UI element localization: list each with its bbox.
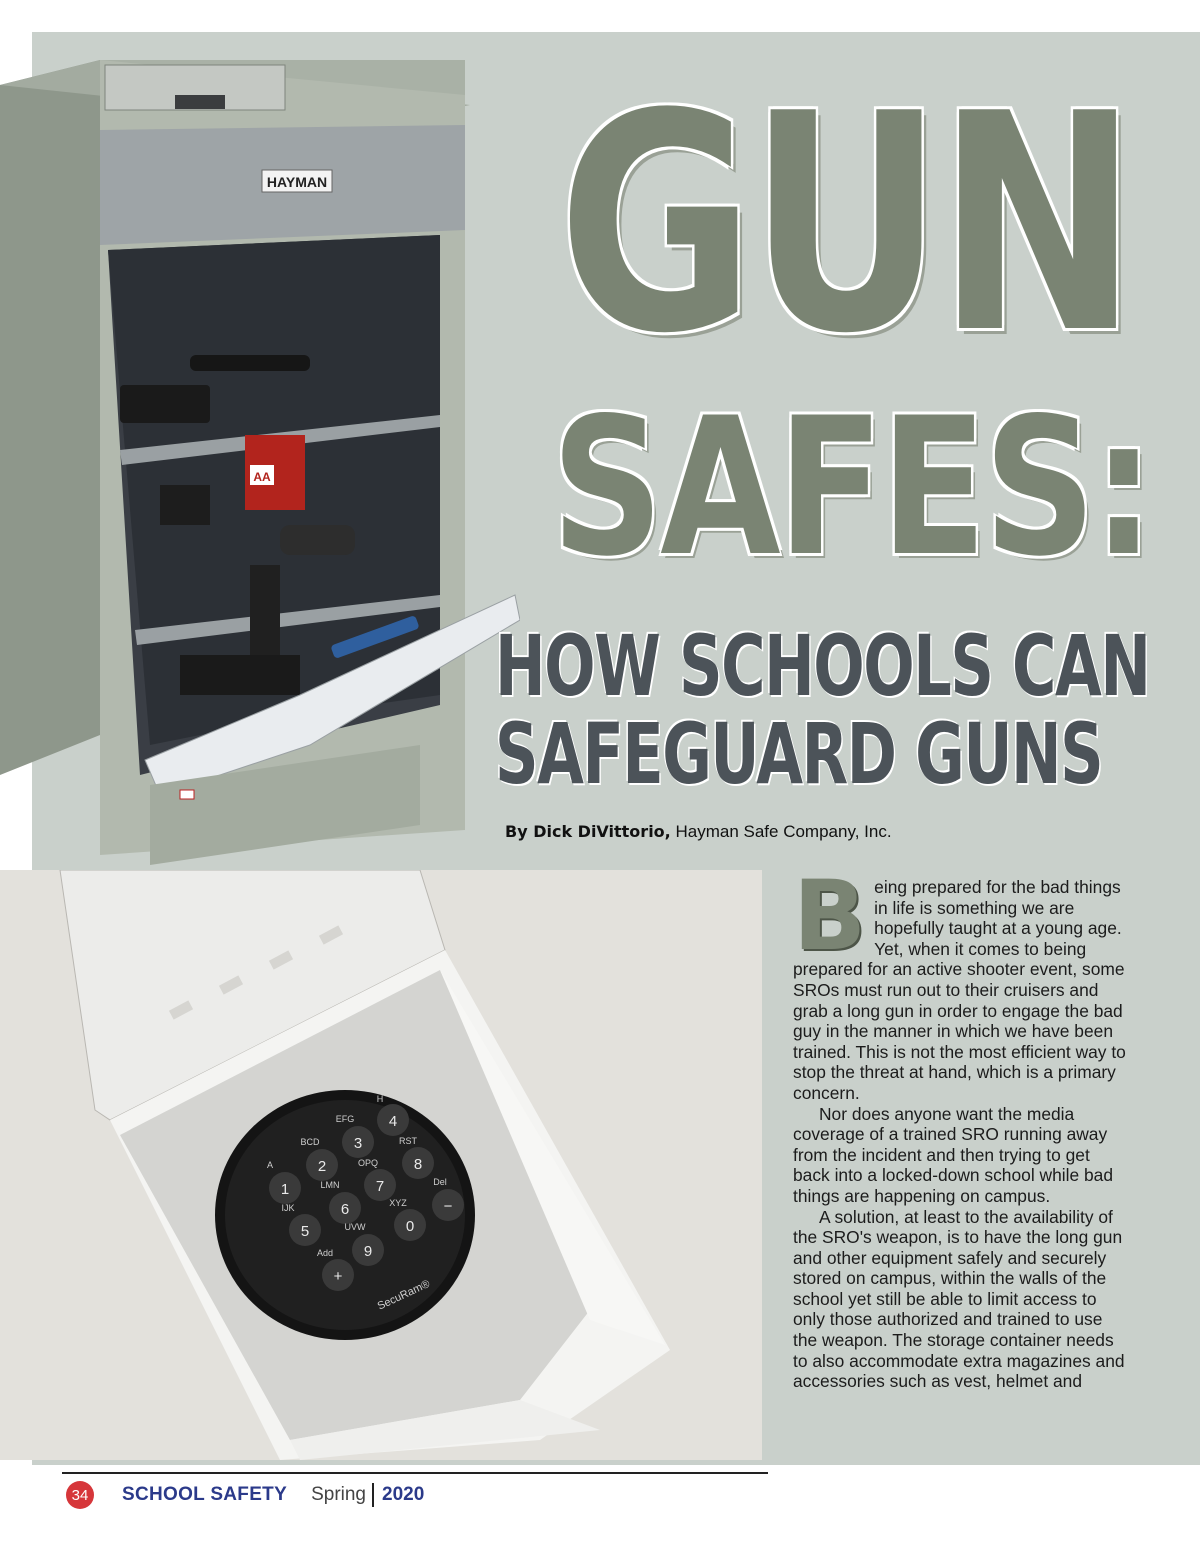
footer-rule — [62, 1472, 768, 1474]
key-9: 9 — [363, 1243, 373, 1260]
key-3-letters: EFG — [335, 1114, 355, 1124]
headline — [490, 50, 1170, 598]
subheadline — [495, 617, 1150, 804]
headline-line-1: GUN — [558, 50, 1132, 399]
key-1: 1 — [280, 1181, 290, 1198]
key-7-letters: OPQ — [357, 1158, 379, 1168]
hayman-logo: HAYMAN — [266, 174, 328, 190]
key-del: − — [443, 1198, 453, 1215]
subheadline-line-2: SAFEGUARD GUNS — [495, 705, 1103, 804]
key-6: 6 — [340, 1201, 350, 1218]
paragraph-1 — [793, 860, 1130, 1104]
paragraph-3: A solution, at least to the availability of the SRO's weapon, is to have the long gun and other equipment safely and securely stored on campus, within the walls of the school yet still be able to limit access to only those authorized and trained to use the weapon. The storage container needs to also accommodate extra magazines and accessories such as vest, helmet and — [793, 1206, 1125, 1392]
article-body — [793, 860, 1130, 1392]
key-2-letters: BCD — [300, 1137, 320, 1147]
ammo-box-label: AA — [253, 470, 271, 484]
securam-logo: SecuRam® — [375, 1277, 432, 1313]
headline-line-2: SAFES: — [551, 377, 1152, 598]
page-number-badge: 34 — [66, 1481, 94, 1509]
key-4-letters: H — [376, 1094, 384, 1104]
subheadline-line-1: HOW SCHOOLS CAN — [495, 617, 1150, 715]
key-add-letters: Add — [316, 1248, 334, 1258]
issue-season: Spring — [311, 1484, 366, 1505]
key-9-letters: UVW — [344, 1222, 366, 1232]
drop-cap: B — [793, 860, 867, 972]
issue-year: 2020 — [382, 1484, 425, 1505]
key-3: 3 — [353, 1135, 363, 1152]
paragraph-1-text: eing prepared for the bad things in life is something we are hopefully taught at a young age. Yet, when it comes to being prepared for an active shooter event, some SROs must run out to their cruisers and grab a long gun in order to engage the bad guy in the manner in which we have been trained. This is not the most efficient way to stop the threat at hand, which is a primary concern. — [793, 877, 1126, 1103]
key-4: 4 — [388, 1113, 398, 1130]
key-add: + — [333, 1268, 343, 1285]
byline-author: By Dick DiVittorio, — [505, 822, 671, 841]
key-2: 2 — [317, 1158, 327, 1175]
page-footer — [66, 1481, 424, 1509]
key-0-letters: XYZ — [389, 1198, 407, 1208]
key-del-letters: Del — [433, 1177, 447, 1187]
key-5-letters: IJK — [281, 1203, 295, 1213]
key-7: 7 — [375, 1178, 385, 1195]
keypad-lock-photo — [0, 870, 762, 1460]
byline-company: Hayman Safe Company, Inc. — [675, 822, 892, 841]
paragraph-2: Nor does anyone want the media coverage of a trained SRO running away from the incident and then trying to get back into a locked-down school while bad things are happening on campus. — [793, 1103, 1113, 1206]
magazine-name: SCHOOL SAFETY — [122, 1484, 288, 1505]
key-8: 8 — [413, 1156, 423, 1173]
key-5: 5 — [300, 1223, 310, 1240]
key-0: 0 — [405, 1218, 415, 1235]
byline — [505, 822, 892, 842]
key-8-letters: RST — [399, 1136, 417, 1146]
gun-safe-photo — [0, 55, 520, 875]
footer-separator — [372, 1483, 374, 1507]
key-1-letters: A — [266, 1160, 274, 1170]
key-6-letters: LMN — [320, 1180, 340, 1190]
